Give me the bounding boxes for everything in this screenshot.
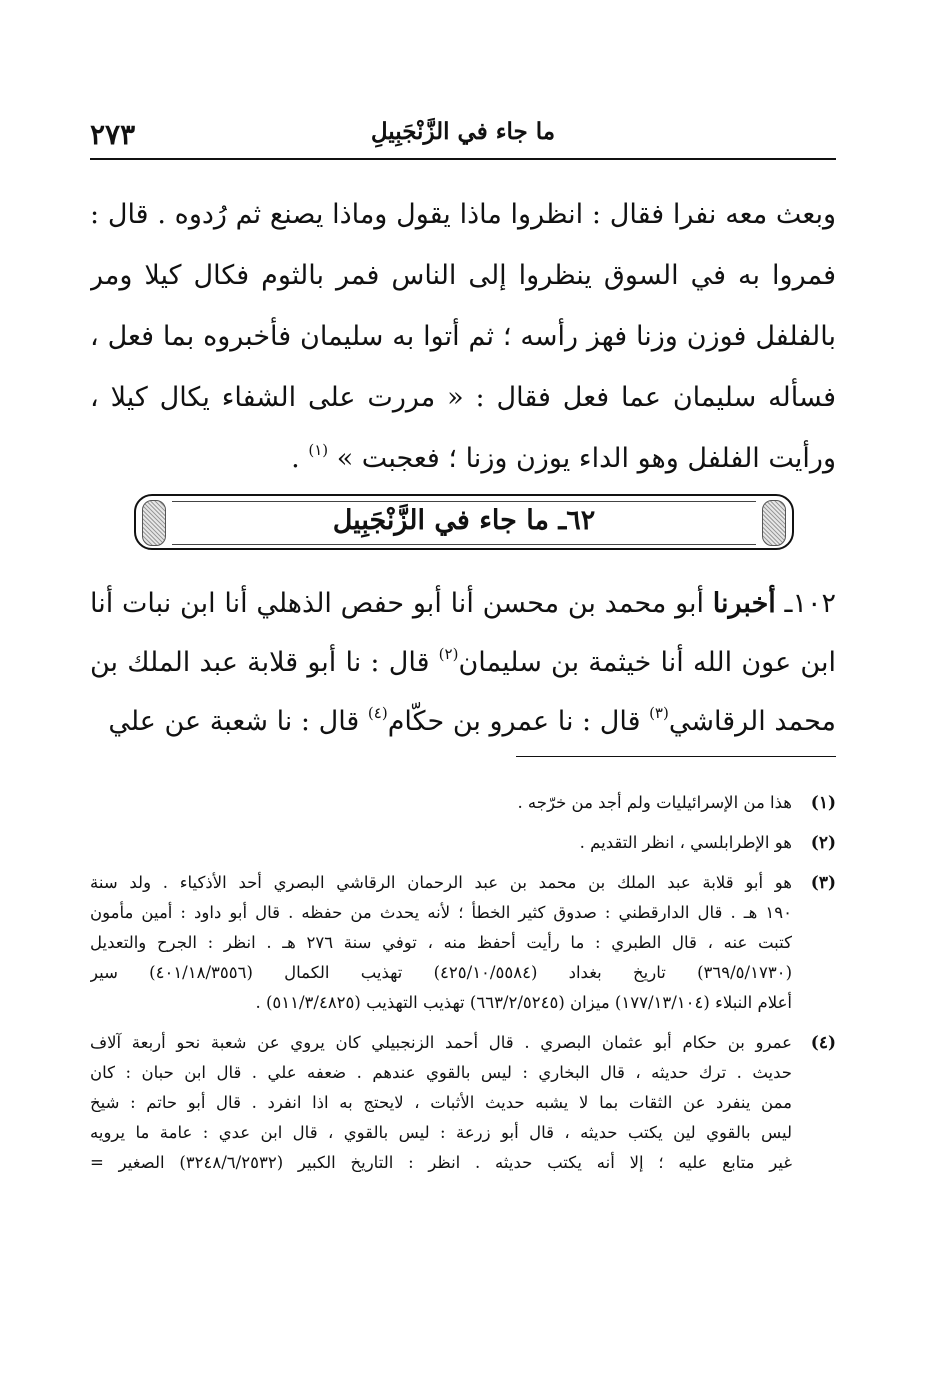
- footnote-number: (٣): [810, 873, 836, 893]
- hadith-line: [90, 574, 836, 633]
- footnote-number: (٤): [810, 1033, 836, 1053]
- running-title: ما جاء في الزَّنْجَبِيلِ: [370, 118, 556, 145]
- footnote-line: حديث . ترك حديثه ، قال البخاري : ليس بالقوي عندهم . ضعفه علي . قال ابن حبان : كان: [90, 1063, 792, 1082]
- hadith-lead-word: أخبرنا: [712, 588, 776, 619]
- footnotes: [90, 786, 836, 1186]
- footnote-line: عمرو بن حكام أبو عثمان البصري . قال أحمد الزنجبيلي كان يروي عن شعبة نحو أربعة آلاف: [90, 1033, 792, 1052]
- page-number: ٢٧٣: [90, 118, 136, 151]
- footnote-ref: (٢): [438, 645, 459, 663]
- body-text: [90, 184, 836, 489]
- footnote-2: [90, 826, 836, 856]
- footnote-separator: [516, 756, 836, 757]
- hadith-text: قال : نا عمرو بن حكّام: [387, 706, 650, 737]
- banner-frame: [172, 501, 756, 545]
- footnote-line: أعلام النبلاء (١٧٧/١٣/١٠٤) ميزان (٦٦٣/٢/٥٢٤٥) تهذيب التهذيب (٥١١/٣/٤٨٢٥) .: [255, 993, 792, 1012]
- section-banner: [134, 494, 794, 550]
- page-header: [90, 112, 836, 160]
- body-line-last: [90, 428, 836, 489]
- footnote-ref: (١): [308, 441, 329, 459]
- hadith-line: [90, 692, 836, 751]
- body-line-last-text: ورأيت الفلفل وهو الداء يوزن وزنا ؛ فعجبت »: [336, 443, 836, 474]
- body-line: فسأله سليمان عما فعل فقال : « مررت على الشفاء يكال كيلا ،: [90, 382, 836, 413]
- footnote-line: غير متابع عليه ؛ إلا أنه يكتب حديثه . انظر : التاريخ الكبير (٣٢٤٨/٦/٢٥٣٢) الصغير =: [90, 1153, 792, 1172]
- footnote-line: ممن ينفرد عن الثقات بما لا يشبه حديث الأثبات ، لايحتج به اذا انفرد . قال أبو حاتم : شيخ: [90, 1093, 792, 1112]
- hadith-text: ابن عون الله أنا خيثمة بن سليمان: [458, 647, 836, 678]
- hadith-text: محمد الرقاشي: [668, 706, 836, 737]
- body-line: وبعث معه نفرا فقال : انظروا ماذا يقول وماذا يصنع ثم رُدوه . قال :: [90, 199, 836, 230]
- footnote-line: ليس بالقوي لين يكتب حديثه ، قال أبو زرعة : ليس بالقوي ، قال ابن عدي : عامة ما يرويه: [90, 1123, 792, 1142]
- hadith-text: أبو محمد بن محسن أنا أبو حفص الذهلي أنا ابن نبات أنا: [90, 588, 705, 619]
- hadith-number: ١٠٢ـ: [784, 588, 836, 619]
- hadith-text: قال : نا أبو قلابة عبد الملك بن: [90, 647, 439, 678]
- banner-ornament-right: [762, 500, 786, 546]
- footnote-line: هذا من الإسرائيليات ولم أجد من خرّجه .: [517, 793, 792, 812]
- footnote-line: كتبت عنه ، قال الطبري : ما رأيت أحفظ منه ، توفي سنة ٢٧٦ هـ . انظر : الجرح والتعديل: [90, 933, 792, 952]
- footnote-ref: (٣): [649, 704, 669, 722]
- body-line: فمروا به في السوق ينظروا إلى الناس فمر بالثوم فكال كيلا ومر: [90, 260, 836, 291]
- body-line: بالفلفل فوزن وزنا فهز رأسه ؛ ثم أتوا به سليمان فأخبروه بما فعل ،: [90, 321, 836, 352]
- footnote-number: (١): [810, 793, 836, 813]
- footnote-line: هو الإطرابلسي ، انظر التقديم .: [579, 833, 792, 852]
- footnote-1: [90, 786, 836, 816]
- footnote-ref: (٤): [367, 704, 388, 722]
- body-line-end: .: [291, 443, 309, 474]
- section-title: ٦٢ـ ما جاء في الزَّنْجَبِيل: [332, 505, 596, 536]
- hadith-text: قال : نا شعبة عن علي: [108, 706, 368, 737]
- hadith-line: [90, 633, 836, 692]
- footnote-4: [90, 1026, 836, 1176]
- footnote-line: هو أبو قلابة عبد الملك بن محمد بن عبد الرحمان الرقاشي البصري أحد الأذكياء . ولد سنة: [90, 873, 792, 892]
- footnote-3: [90, 866, 836, 1016]
- footnote-line: ١٩٠ هـ . قال الدارقطني : صدوق كثير الخطأ ؛ لأنه يحدث من حفظه . قال أبو داود : أمين مأمون: [90, 903, 792, 922]
- banner-ornament-left: [142, 500, 166, 546]
- hadith-paragraph: [90, 574, 836, 751]
- footnote-line: (٣٦٩/٥/١٧٣٠) تاريخ بغداد (٤٢٥/١٠/٥٥٨٤) تهذيب الكمال (٤٠١/١٨/٣٥٥٦) سير: [90, 963, 792, 982]
- footnote-number: (٢): [810, 833, 836, 853]
